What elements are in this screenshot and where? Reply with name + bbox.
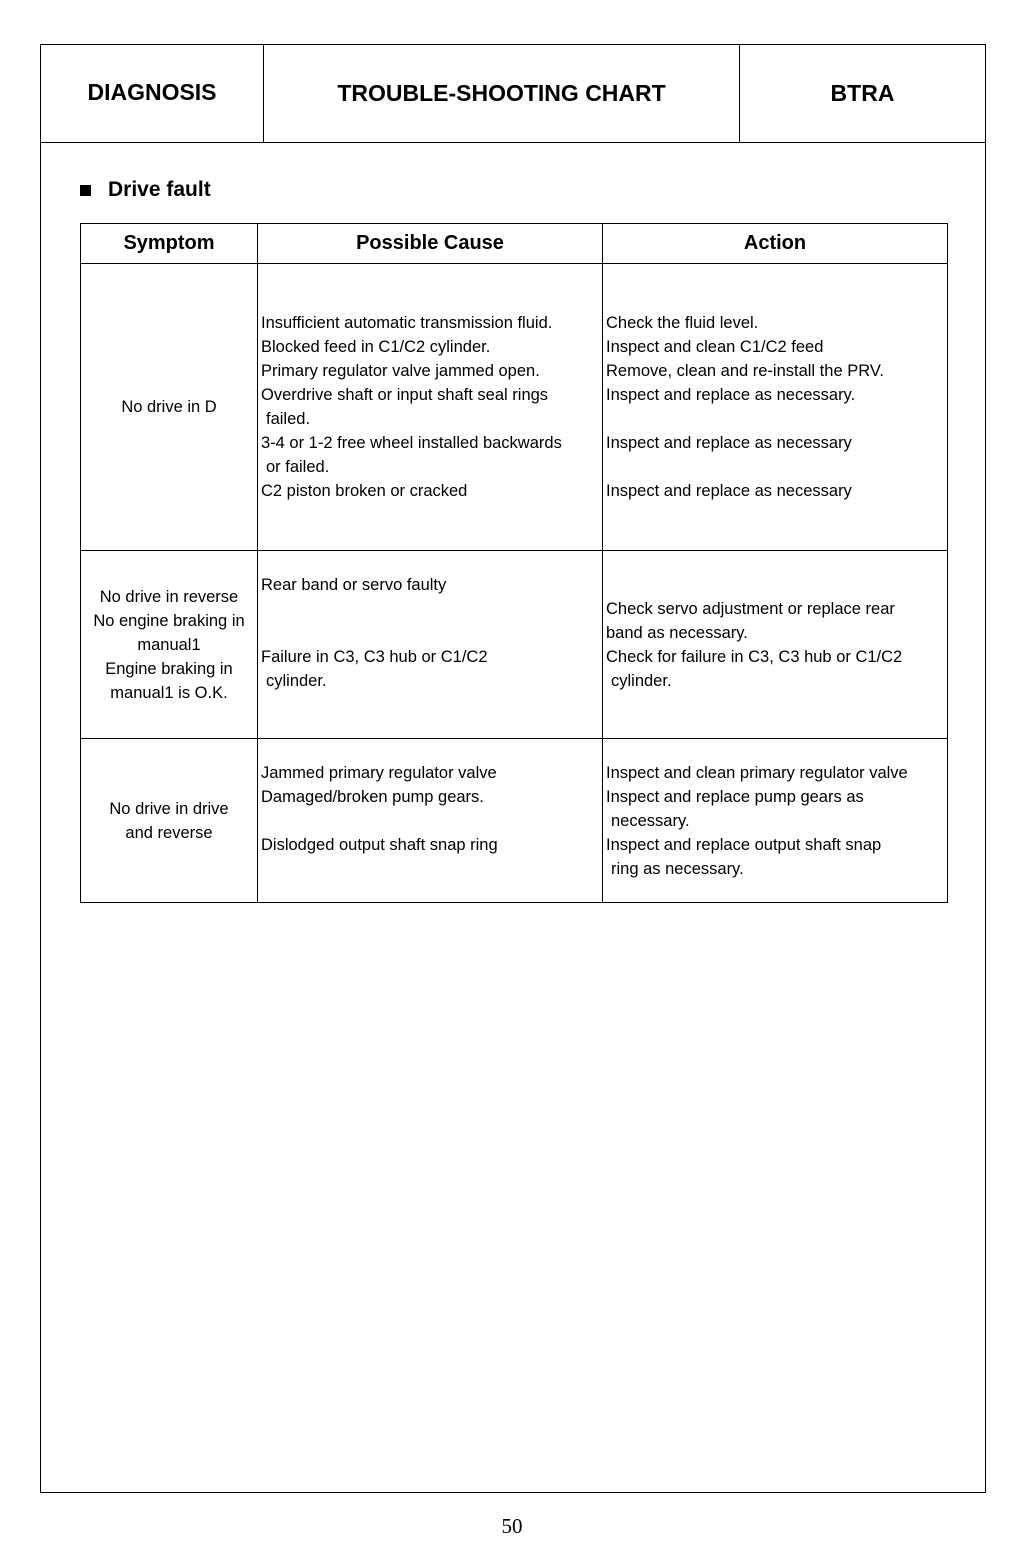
cause-line: Failure in C3, C3 hub or C1/C2 — [261, 648, 488, 666]
trouble-shooting-table — [80, 223, 948, 903]
table-header-row — [81, 224, 948, 264]
cause-line: Damaged/broken pump gears. — [261, 788, 484, 806]
action-line: Check servo adjustment or replace rear — [606, 600, 895, 618]
action-line: Inspect and replace output shaft snap — [606, 836, 882, 854]
action-cell — [603, 551, 948, 739]
action-cell — [603, 739, 948, 903]
page-header — [41, 45, 985, 143]
action-line: Check for failure in C3, C3 hub or C1/C2 — [606, 648, 903, 666]
cause-line: 3-4 or 1-2 free wheel installed backwards — [261, 434, 562, 452]
cause-line: Insufficient automatic transmission fluid. — [261, 314, 553, 332]
symptom-line: No drive in D — [121, 398, 217, 416]
table-row — [81, 264, 948, 551]
action-line: Inspect and replace as necessary. — [606, 386, 856, 404]
symptom-line: No engine braking in — [93, 611, 245, 630]
action-line — [606, 407, 947, 431]
column-header-symptom: Symptom — [81, 224, 258, 264]
action-line: Inspect and clean primary regulator valve — [606, 764, 908, 782]
action-line: Inspect and replace as necessary — [606, 434, 852, 452]
square-bullet-icon — [80, 185, 91, 196]
section-title: Drive fault — [108, 178, 211, 201]
symptom-line: No drive in drive — [109, 799, 229, 818]
action-line: Check the fluid level. — [606, 314, 759, 332]
cause-line: Rear band or servo faulty — [261, 576, 447, 594]
cause-cell — [258, 551, 603, 739]
cause-line: Dislodged output shaft snap ring — [261, 836, 498, 854]
column-header-action: Action — [603, 224, 948, 264]
action-cell — [603, 264, 948, 551]
cause-line — [261, 809, 602, 833]
symptom-cell — [81, 264, 258, 551]
header-model: BTRA — [830, 80, 895, 106]
symptom-cell — [81, 739, 258, 903]
cause-line — [261, 621, 602, 645]
column-header-possible-cause: Possible Cause — [258, 224, 603, 264]
cause-line: Blocked feed in C1/C2 cylinder. — [261, 338, 491, 356]
symptom-line: and reverse — [125, 823, 213, 842]
cause-cell — [258, 264, 603, 551]
header-section-label: DIAGNOSIS — [41, 45, 264, 142]
cause-line — [261, 597, 602, 621]
action-line: Remove, clean and re-install the PRV. — [606, 362, 884, 380]
section-heading — [80, 178, 211, 202]
action-line: ring as necessary. — [611, 860, 744, 878]
action-line: Inspect and replace as necessary — [606, 482, 852, 500]
action-line: Inspect and clean C1/C2 feed — [606, 338, 824, 356]
action-line — [606, 455, 947, 479]
cause-cell — [258, 739, 603, 903]
action-line: Inspect and replace pump gears as — [606, 788, 864, 806]
cause-line: cylinder. — [266, 672, 327, 690]
symptom-line: No drive in reverse — [99, 587, 239, 606]
cause-line: C2 piston broken or cracked — [261, 482, 468, 500]
action-line: necessary. — [611, 812, 690, 830]
page-number: 50 — [501, 1514, 523, 1538]
table-row — [81, 551, 948, 739]
symptom-line: manual1 is O.K. — [110, 683, 228, 702]
cause-line: failed. — [266, 410, 311, 428]
cause-line: Overdrive shaft or input shaft seal rings — [261, 386, 549, 404]
cause-line: Jammed primary regulator valve — [261, 764, 497, 782]
table-row — [81, 739, 948, 903]
action-line: band as necessary. — [606, 624, 748, 642]
cause-line: Primary regulator valve jammed open. — [261, 362, 540, 380]
action-line: cylinder. — [611, 672, 672, 690]
header-title: TROUBLE-SHOOTING CHART — [264, 45, 740, 142]
symptom-line: Engine braking in — [105, 659, 233, 678]
symptom-cell — [81, 551, 258, 739]
cause-line: or failed. — [266, 458, 330, 476]
symptom-line: manual1 — [137, 635, 201, 654]
